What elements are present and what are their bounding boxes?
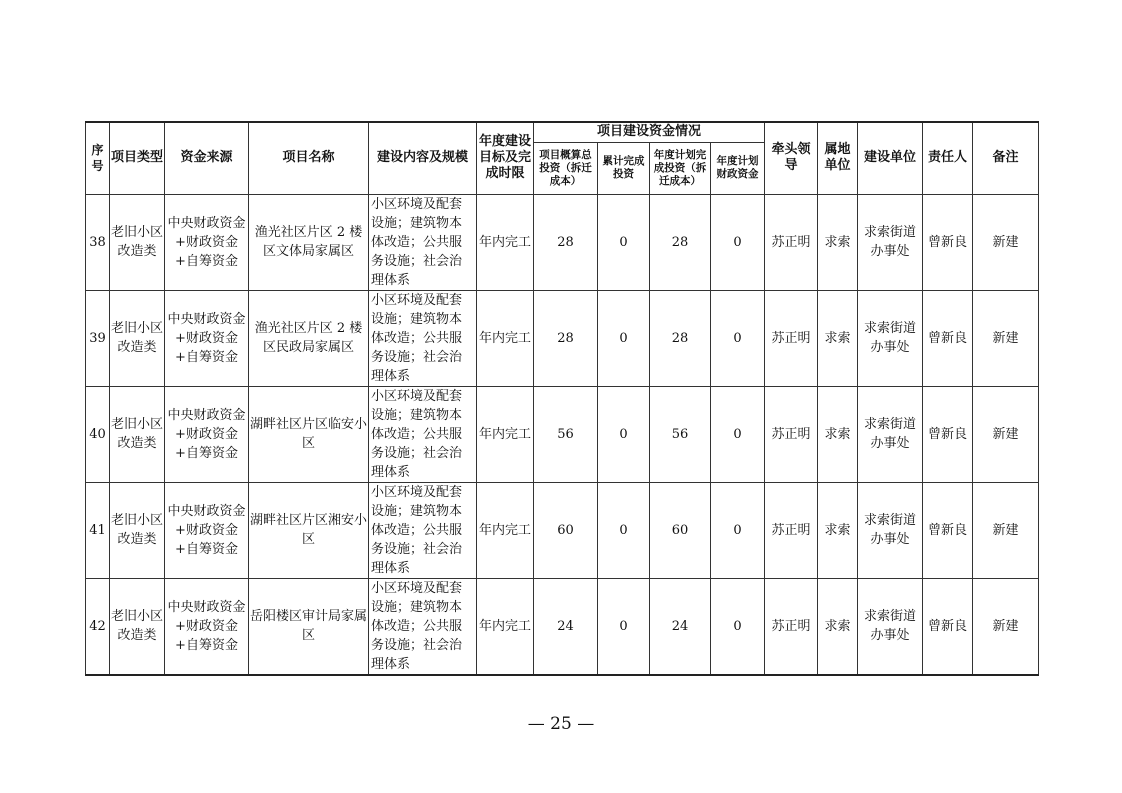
cell-unit: 求索 [818,386,858,482]
cell-annual-fiscal: 0 [711,386,765,482]
cell-name: 渔光社区片区 2 楼区文体局家属区 [249,194,369,290]
header-content: 建设内容及规模 [369,122,477,194]
header-person: 责任人 [923,122,973,194]
cell-total-invest: 28 [534,194,598,290]
header-note: 备注 [973,122,1039,194]
cell-leader: 苏正明 [765,482,818,578]
header-type: 项目类型 [110,122,165,194]
cell-leader: 苏正明 [765,194,818,290]
cell-annual-fiscal: 0 [711,482,765,578]
cell-fund: 中央财政资金+财政资金+自筹资金 [165,290,249,386]
cell-builder: 求索街道办事处 [858,482,923,578]
cell-cum-invest: 0 [598,194,650,290]
header-cum-invest: 累计完成投资 [598,142,650,194]
cell-builder: 求索街道办事处 [858,386,923,482]
cell-content: 小区环境及配套设施；建筑物本体改造；公共服务设施；社会治理体系 [369,290,477,386]
cell-annual-plan: 28 [650,194,711,290]
cell-no: 38 [86,194,110,290]
cell-no: 41 [86,482,110,578]
cell-unit: 求索 [818,194,858,290]
header-no: 序号 [86,122,110,194]
table-row [86,386,1039,482]
cell-name: 湖畔社区片区临安小区 [249,386,369,482]
cell-cum-invest: 0 [598,578,650,675]
cell-cum-invest: 0 [598,290,650,386]
header-unit: 属地单位 [818,122,858,194]
cell-deadline: 年内完工 [477,290,534,386]
cell-total-invest: 24 [534,578,598,675]
cell-content: 小区环境及配套设施；建筑物本体改造；公共服务设施；社会治理体系 [369,578,477,675]
cell-deadline: 年内完工 [477,482,534,578]
cell-builder: 求索街道办事处 [858,290,923,386]
table-row [86,578,1039,675]
cell-name: 湖畔社区片区湘安小区 [249,482,369,578]
header-total-invest: 项目概算总投资（拆迁成本） [534,142,598,194]
cell-note: 新建 [973,578,1039,675]
cell-unit: 求索 [818,290,858,386]
cell-person: 曾新良 [923,482,973,578]
cell-annual-plan: 56 [650,386,711,482]
cell-deadline: 年内完工 [477,386,534,482]
cell-type: 老旧小区改造类 [110,290,165,386]
cell-type: 老旧小区改造类 [110,482,165,578]
cell-content: 小区环境及配套设施；建筑物本体改造；公共服务设施；社会治理体系 [369,386,477,482]
header-deadline: 年度建设目标及完成时限 [477,122,534,194]
cell-cum-invest: 0 [598,482,650,578]
cell-name: 渔光社区片区 2 楼区民政局家属区 [249,290,369,386]
cell-unit: 求索 [818,482,858,578]
cell-content: 小区环境及配套设施；建筑物本体改造；公共服务设施；社会治理体系 [369,194,477,290]
table-row [86,194,1039,290]
cell-content: 小区环境及配套设施；建筑物本体改造；公共服务设施；社会治理体系 [369,482,477,578]
cell-fund: 中央财政资金+财政资金+自筹资金 [165,578,249,675]
header-annual-fiscal: 年度计划财政资金 [711,142,765,194]
cell-annual-fiscal: 0 [711,194,765,290]
cell-leader: 苏正明 [765,290,818,386]
cell-total-invest: 60 [534,482,598,578]
cell-annual-plan: 28 [650,290,711,386]
cell-builder: 求索街道办事处 [858,194,923,290]
cell-note: 新建 [973,290,1039,386]
cell-note: 新建 [973,482,1039,578]
cell-person: 曾新良 [923,386,973,482]
cell-annual-plan: 60 [650,482,711,578]
cell-name: 岳阳楼区审计局家属区 [249,578,369,675]
cell-cum-invest: 0 [598,386,650,482]
cell-note: 新建 [973,386,1039,482]
cell-leader: 苏正明 [765,386,818,482]
project-table [85,121,1039,676]
cell-unit: 求索 [818,578,858,675]
cell-type: 老旧小区改造类 [110,578,165,675]
cell-type: 老旧小区改造类 [110,194,165,290]
cell-total-invest: 28 [534,290,598,386]
cell-no: 42 [86,578,110,675]
header-name: 项目名称 [249,122,369,194]
cell-note: 新建 [973,194,1039,290]
cell-annual-plan: 24 [650,578,711,675]
cell-builder: 求索街道办事处 [858,578,923,675]
cell-deadline: 年内完工 [477,578,534,675]
header-funding-group: 项目建设资金情况 [534,122,765,142]
header-builder: 建设单位 [858,122,923,194]
cell-fund: 中央财政资金+财政资金+自筹资金 [165,194,249,290]
cell-person: 曾新良 [923,578,973,675]
cell-total-invest: 56 [534,386,598,482]
cell-deadline: 年内完工 [477,194,534,290]
cell-type: 老旧小区改造类 [110,386,165,482]
header-fund: 资金来源 [165,122,249,194]
cell-person: 曾新良 [923,194,973,290]
cell-annual-fiscal: 0 [711,578,765,675]
cell-no: 40 [86,386,110,482]
cell-leader: 苏正明 [765,578,818,675]
header-leader: 牵头领导 [765,122,818,194]
table-row [86,482,1039,578]
cell-fund: 中央财政资金+财政资金+自筹资金 [165,482,249,578]
cell-fund: 中央财政资金+财政资金+自筹资金 [165,386,249,482]
header-annual-plan: 年度计划完成投资（拆迁成本） [650,142,711,194]
cell-no: 39 [86,290,110,386]
cell-annual-fiscal: 0 [711,290,765,386]
cell-person: 曾新良 [923,290,973,386]
page-number: — 25 — [527,714,595,734]
table-row [86,290,1039,386]
